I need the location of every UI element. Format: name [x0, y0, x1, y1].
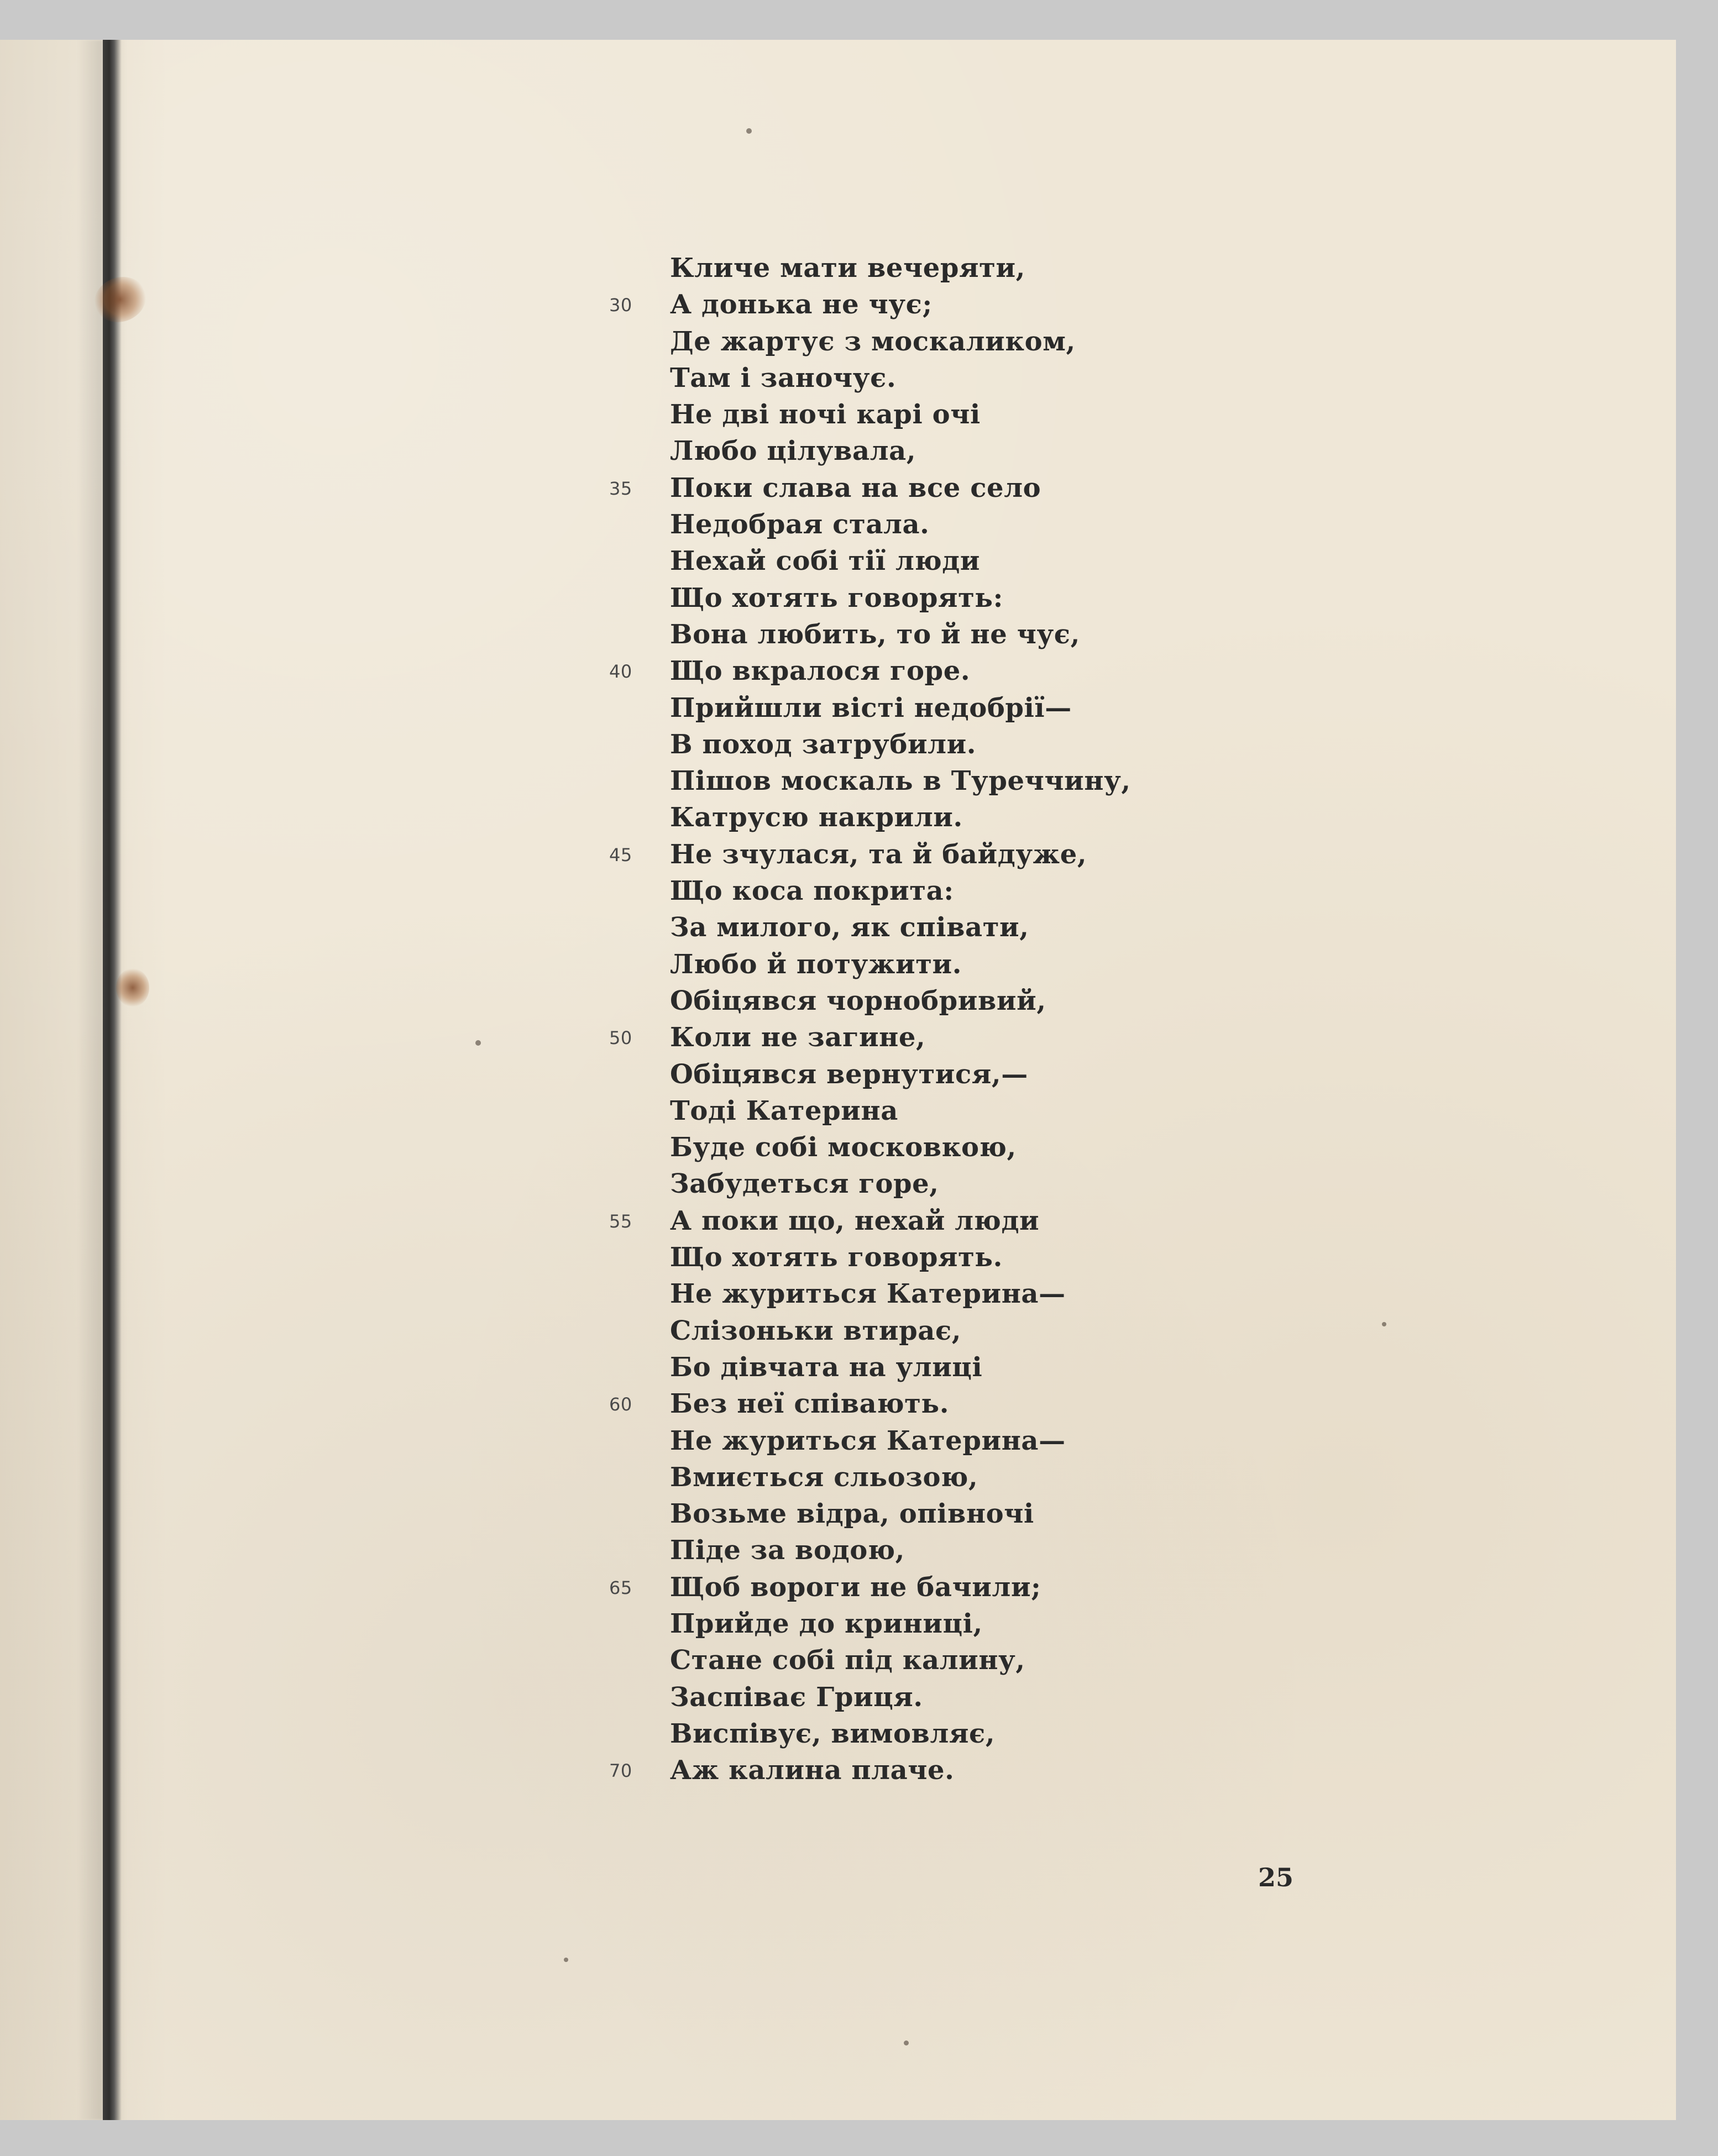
- page-number: 25: [1258, 1863, 1294, 1892]
- poem-line-text: Виспівує, вимовляє,: [670, 1718, 996, 1749]
- poem-line: [609, 286, 1499, 323]
- poem-line-text: Заспіває Гриця.: [670, 1681, 923, 1713]
- poem-line-text: Що хотять говорять:: [670, 582, 1003, 613]
- poem-line-text: Не зчулася, та й байдуже,: [670, 838, 1087, 870]
- poem-line: [670, 1349, 1499, 1386]
- poem-line: [670, 506, 1499, 543]
- poem-line: [670, 616, 1499, 653]
- poem-line: [609, 1386, 1499, 1422]
- poem-line: [670, 726, 1499, 763]
- poem-line-text: Прийде до криниці,: [670, 1608, 983, 1639]
- poem-line-text: Не журиться Катерина—: [670, 1278, 1066, 1310]
- poem-line-text: Стане собі під калину,: [670, 1645, 1025, 1676]
- poem-body: [609, 250, 1499, 1788]
- poem-line-text: Обіцявся чорнобривий,: [670, 985, 1046, 1016]
- poem-line: [670, 1496, 1499, 1532]
- poem-line-text: А поки що, нехай люди: [670, 1205, 1040, 1236]
- poem-line-text: Без неї співають.: [670, 1388, 950, 1420]
- poem-line-text: Поки слава на все село: [670, 472, 1041, 503]
- poem-line: [609, 1203, 1499, 1239]
- poem-line: [670, 323, 1499, 360]
- poem-line-text: Катрусю накрили.: [670, 802, 963, 833]
- poem-line-text: Прийшли вісті недобрії—: [670, 692, 1072, 723]
- line-number: 40: [609, 661, 632, 683]
- poem-line: [670, 1093, 1499, 1129]
- poem-line: [670, 1056, 1499, 1093]
- poem-line-text: Забудеться горе,: [670, 1168, 939, 1200]
- poem-line-text: Де жартує з москаликом,: [670, 326, 1076, 357]
- poem-line: [670, 1313, 1499, 1349]
- paper-speck: [746, 128, 752, 134]
- poem-line-text: Недобрая стала.: [670, 509, 930, 541]
- poem-line: [670, 360, 1499, 396]
- poem-line: [670, 1166, 1499, 1202]
- poem-line-text: Коли не загине,: [670, 1022, 926, 1053]
- poem-line: [670, 946, 1499, 983]
- poem-line: [670, 396, 1499, 433]
- poem-line-text: Тоді Катерина: [670, 1095, 898, 1126]
- poem-line-text: Нехай собі тії люди: [670, 545, 981, 577]
- poem-line-text: Любо цілувала,: [670, 436, 916, 467]
- poem-line: [670, 580, 1499, 616]
- poem-line-text: Піде за водою,: [670, 1535, 905, 1566]
- poem-line-text: Не журиться Катерина—: [670, 1425, 1066, 1456]
- poem-line: [670, 1606, 1499, 1642]
- poem-line-text: Щоб вороги не бачили;: [670, 1571, 1041, 1603]
- line-number: 55: [609, 1210, 632, 1232]
- paper-speck: [564, 1958, 568, 1962]
- poem-line: [609, 653, 1499, 689]
- poem-line-text: В поход затрубили.: [670, 728, 977, 760]
- poem-line: [609, 1569, 1499, 1606]
- poem-line: [670, 1532, 1499, 1569]
- poem-line-text: Любо й потужити.: [670, 948, 962, 980]
- poem-line: [670, 690, 1499, 726]
- poem-line-text: Аж калина плаче.: [670, 1755, 955, 1786]
- poem-line: [670, 1679, 1499, 1716]
- poem-line: [670, 250, 1499, 286]
- poem-line-text: Пішов москаль в Туреччину,: [670, 765, 1131, 797]
- poem-line-text: Слізоньки втирає,: [670, 1315, 962, 1346]
- line-number: 30: [609, 295, 632, 316]
- paper-speck: [904, 2040, 909, 2045]
- poem-line: [670, 1459, 1499, 1496]
- line-number: 35: [609, 478, 632, 499]
- poem-line: [670, 543, 1499, 579]
- rust-stain: [116, 968, 149, 1007]
- poem-line: [670, 983, 1499, 1019]
- poem-line: [670, 909, 1499, 946]
- poem-line-text: Вона любить, то й не чує,: [670, 618, 1080, 650]
- poem-line: [670, 873, 1499, 909]
- poem-line-text: Кличе мати вечеряти,: [670, 253, 1025, 284]
- poem-line-text: Обіцявся вернутися,—: [670, 1058, 1028, 1090]
- poem-line: [670, 1716, 1499, 1752]
- poem-line-text: Що коса покрита:: [670, 875, 954, 907]
- poem-line-text: Не дві ночі карі очі: [670, 399, 981, 431]
- poem-line: [609, 1019, 1499, 1056]
- line-number: 45: [609, 844, 632, 865]
- poem-line: [670, 1129, 1499, 1166]
- poem-line: [670, 433, 1499, 469]
- line-number: 60: [609, 1394, 632, 1415]
- poem-line-text: Буде собі московкою,: [670, 1132, 1017, 1163]
- poem-line-text: А донька не чує;: [670, 289, 933, 321]
- line-number: 70: [609, 1760, 632, 1782]
- poem-line: [670, 799, 1499, 836]
- poem-line: [609, 1752, 1499, 1788]
- poem-line: [670, 763, 1499, 799]
- poem-line-text: Возьме відра, опівночі: [670, 1498, 1034, 1530]
- binding-line: [103, 40, 122, 2120]
- line-number: 65: [609, 1577, 632, 1598]
- poem-line-text: Що вкралося горе.: [670, 655, 971, 687]
- paper-speck: [475, 1040, 481, 1046]
- poem-line-text: Вмиється сльозою,: [670, 1461, 978, 1493]
- line-number: 50: [609, 1027, 632, 1049]
- poem-line-text: Там і заночує.: [670, 362, 897, 394]
- poem-line: [609, 470, 1499, 506]
- poem-line: [670, 1239, 1499, 1276]
- poem-line-text: Бо дівчата на улиці: [670, 1351, 983, 1383]
- poem-line: [670, 1642, 1499, 1678]
- poem-line: [670, 1423, 1499, 1459]
- poem-line-text: За милого, як співати,: [670, 912, 1029, 943]
- poem-line-text: Що хотять говорять.: [670, 1242, 1003, 1273]
- scanned-page: [0, 40, 1676, 2120]
- poem-line: [670, 1276, 1499, 1312]
- poem-line: [609, 836, 1499, 873]
